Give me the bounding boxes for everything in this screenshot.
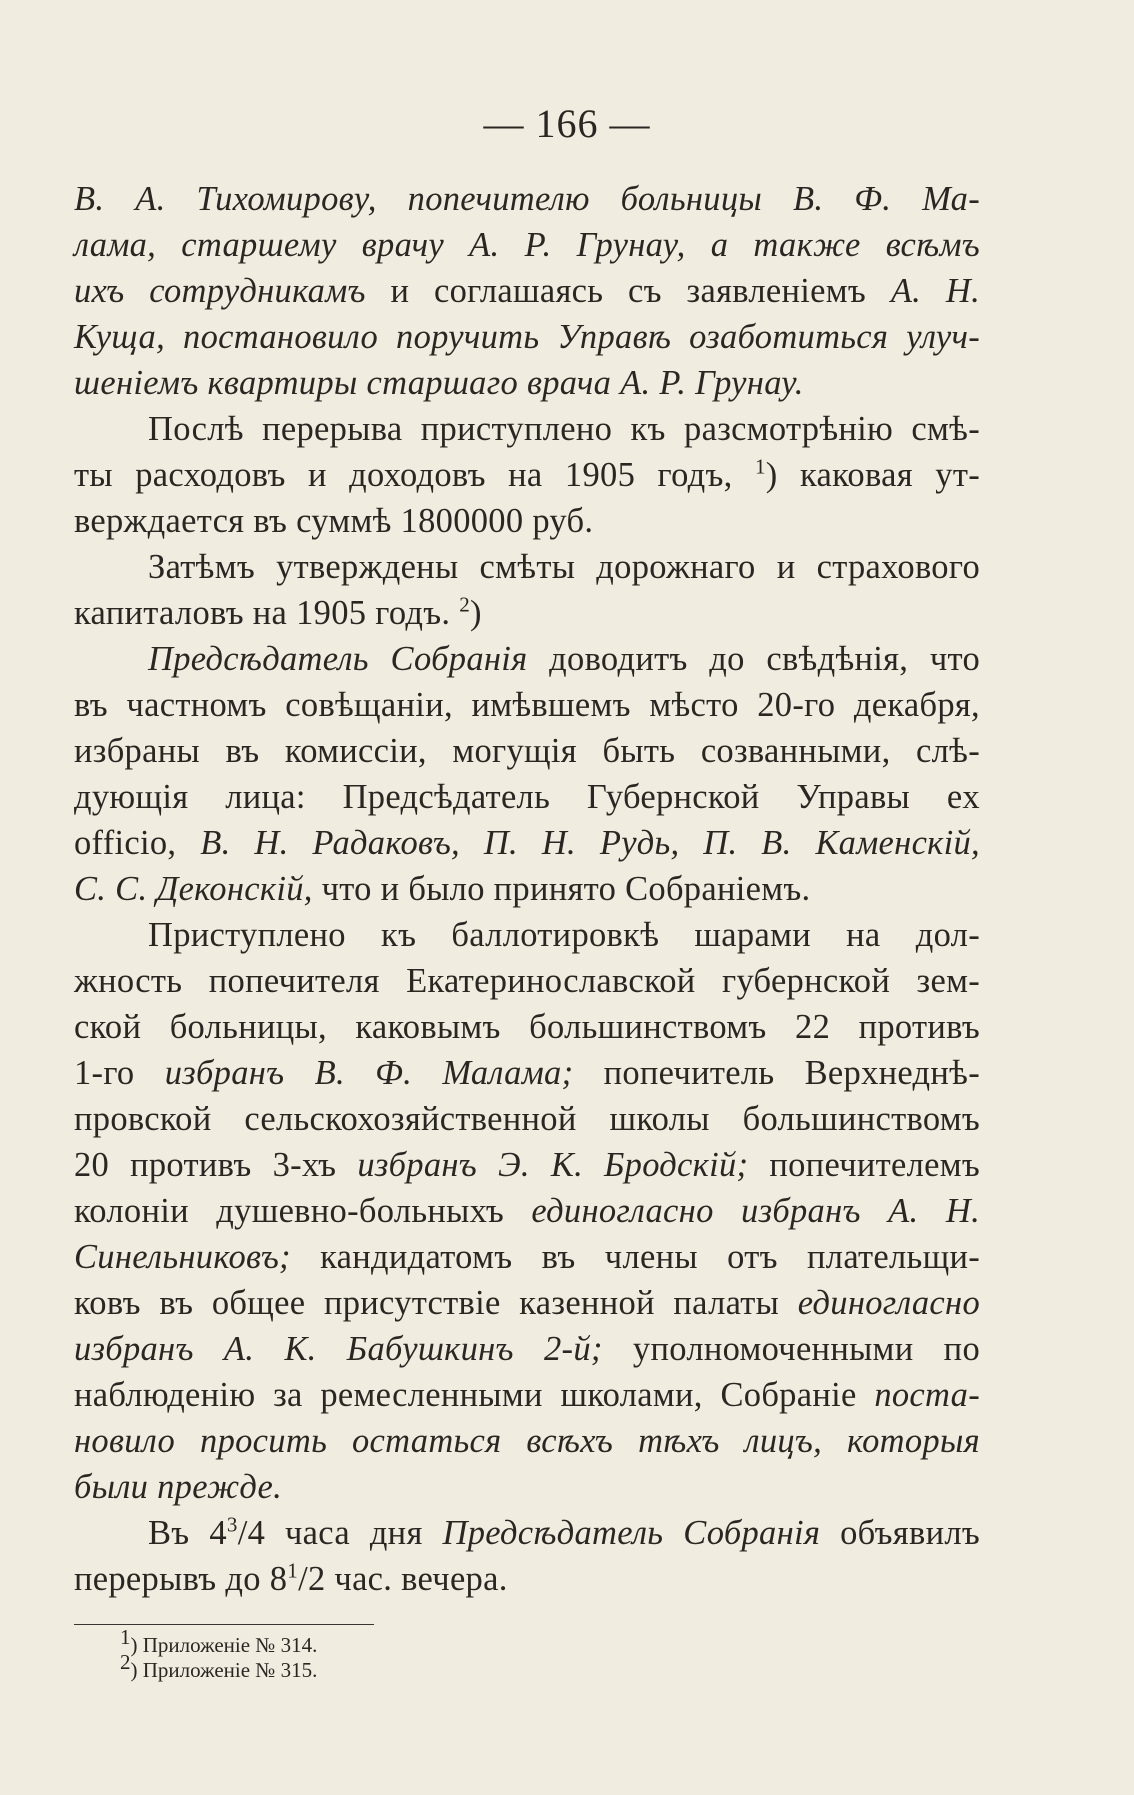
text-line [74,360,980,406]
text-line [74,1510,980,1556]
italic-text: шеніемъ квартиры старшаго врача А. Р. Грунау. [74,364,804,402]
text-run: ковъ въ общее присутствіе казенной палаты [74,1284,798,1322]
italic-text: Синельниковъ; [74,1238,291,1276]
text-line [74,636,980,682]
text-line [74,222,980,268]
text-run: колоніи душевно-больныхъ [74,1192,532,1230]
text-line [74,268,980,314]
text-run: officio, [74,824,201,862]
text-run: ) [470,594,482,632]
footnote-text: ) Приложеніе № 314. [130,1633,318,1657]
text-run: /2 час. вечера. [298,1560,508,1598]
text-line [74,1464,980,1510]
text-run: верждается въ суммѣ 1800000 руб. [74,502,594,540]
text-line [74,1234,980,1280]
footnote-reference: 2 [459,592,471,617]
italic-text: избранъ Э. К. Бродскій; [357,1146,749,1184]
text-line [74,314,980,360]
text-run: дующія лица: Предсѣдатель Губернской Управы ex [74,778,980,816]
text-run: ской больницы, каковымъ большинствомъ 22 противъ [74,1008,980,1046]
italic-text: ихъ сотрудникамъ [74,272,366,310]
footnote-2 [120,1650,318,1683]
text-line [74,1142,980,1188]
text-line [74,1280,980,1326]
footnote-rule [74,1624,374,1625]
page-number: — 166 — [483,101,651,146]
text-run: уполномоченными по [602,1330,980,1368]
text-run: попечитель Верхнеднѣ- [573,1054,980,1092]
text-line [74,774,980,820]
italic-text: Предсѣдатель Собранія [148,640,528,678]
text-run: капиталовъ на 1905 годъ. [74,594,460,632]
text-line [74,176,980,222]
italic-text: избранъ А. К. Бабушкинъ 2-й; [74,1330,603,1368]
italic-text: В. А. Тихомирову, попечителю больницы В. Ф. Ма- [74,180,980,218]
text-line [74,912,980,958]
italic-text: Предсѣдатель Собранія [442,1514,821,1552]
text-line [74,452,980,498]
italic-text: лама, старшему врачу А. Р. Грунау, а также всѣмъ [74,226,980,264]
text-run: 1-го [74,1054,165,1092]
text-run: жность попечителя Екатеринославской губернской зем- [74,962,980,1000]
italic-text: поста- [874,1376,980,1414]
text-line [74,728,980,774]
text-run: объявилъ [820,1514,980,1552]
text-run: кандидатомъ въ члены отъ плательщи- [290,1238,980,1276]
italic-text: А. Н. [890,272,980,310]
text-run: перерывъ до 8 [74,1560,288,1598]
text-line [74,820,980,866]
text-run: Въ 4 [148,1514,227,1552]
text-run: Послѣ перерыва приступлено къ разсмотрѣнію смѣ- [148,410,980,448]
text-line [74,1050,980,1096]
text-line [74,406,980,452]
text-run: что и было принято Собраніемъ. [312,870,811,908]
text-run: 20 противъ 3-хъ [74,1146,358,1184]
italic-text: С. С. Деконскій, [74,870,313,908]
text-line [74,682,980,728]
footnote-mark: 1 [120,1625,131,1649]
text-run: попечителемъ [748,1146,981,1184]
text-line [74,1326,980,1372]
italic-text: избранъ В. Ф. Малама; [164,1054,574,1092]
text-run: доводитъ до свѣдѣнія, что [527,640,980,678]
footnote-1 [120,1625,318,1658]
footnote-reference: 1 [287,1558,299,1583]
text-line [74,544,980,590]
text-line [74,866,980,912]
footnote-reference: 3 [226,1512,238,1537]
text-run: /4 часа дня [237,1514,443,1552]
text-run: наблюденію за ремесленными школами, Собраніе [74,1376,875,1414]
body-text [74,176,980,1602]
text-line [74,1372,980,1418]
text-line [74,498,980,544]
footnote-text: ) Приложеніе № 315. [130,1658,318,1682]
text-line [74,590,980,636]
text-line [74,1418,980,1464]
text-line [74,958,980,1004]
italic-text: единогласно избранъ А. Н. [531,1192,980,1230]
text-run: Приступлено къ баллотировкѣ шарами на дол- [148,916,980,954]
text-run: Затѣмъ утверждены смѣты дорожнаго и страхового [148,548,980,586]
text-run: и соглашаясь съ заявленіемъ [365,272,891,310]
text-line [74,1556,980,1602]
text-line [74,1188,980,1234]
italic-text: новило просить остаться всѣхъ тѣхъ лицъ, которыя [74,1422,980,1460]
footnote-reference: 1 [754,454,766,479]
text-run: ты расходовъ и доходовъ на 1905 годъ, [74,456,755,494]
italic-text: В. Н. Радаковъ, П. Н. Рудь, П. В. Каменскій, [200,824,980,862]
text-run: въ частномъ совѣщаніи, имѣвшемъ мѣсто 20-го декабря, [74,686,980,724]
italic-text: были прежде. [74,1468,283,1506]
text-run: провской сельскохозяйственной школы большинствомъ [74,1100,980,1138]
italic-text: Куща, постановило поручить Управѣ озаботиться улуч- [74,318,980,356]
text-line [74,1004,980,1050]
text-run: ) каковая ут- [765,456,980,494]
text-run: избраны въ комиссіи, могущія быть созванными, слѣ- [74,732,980,770]
text-line [74,1096,980,1142]
italic-text: единогласно [797,1284,980,1322]
footnote-mark: 2 [120,1650,131,1674]
